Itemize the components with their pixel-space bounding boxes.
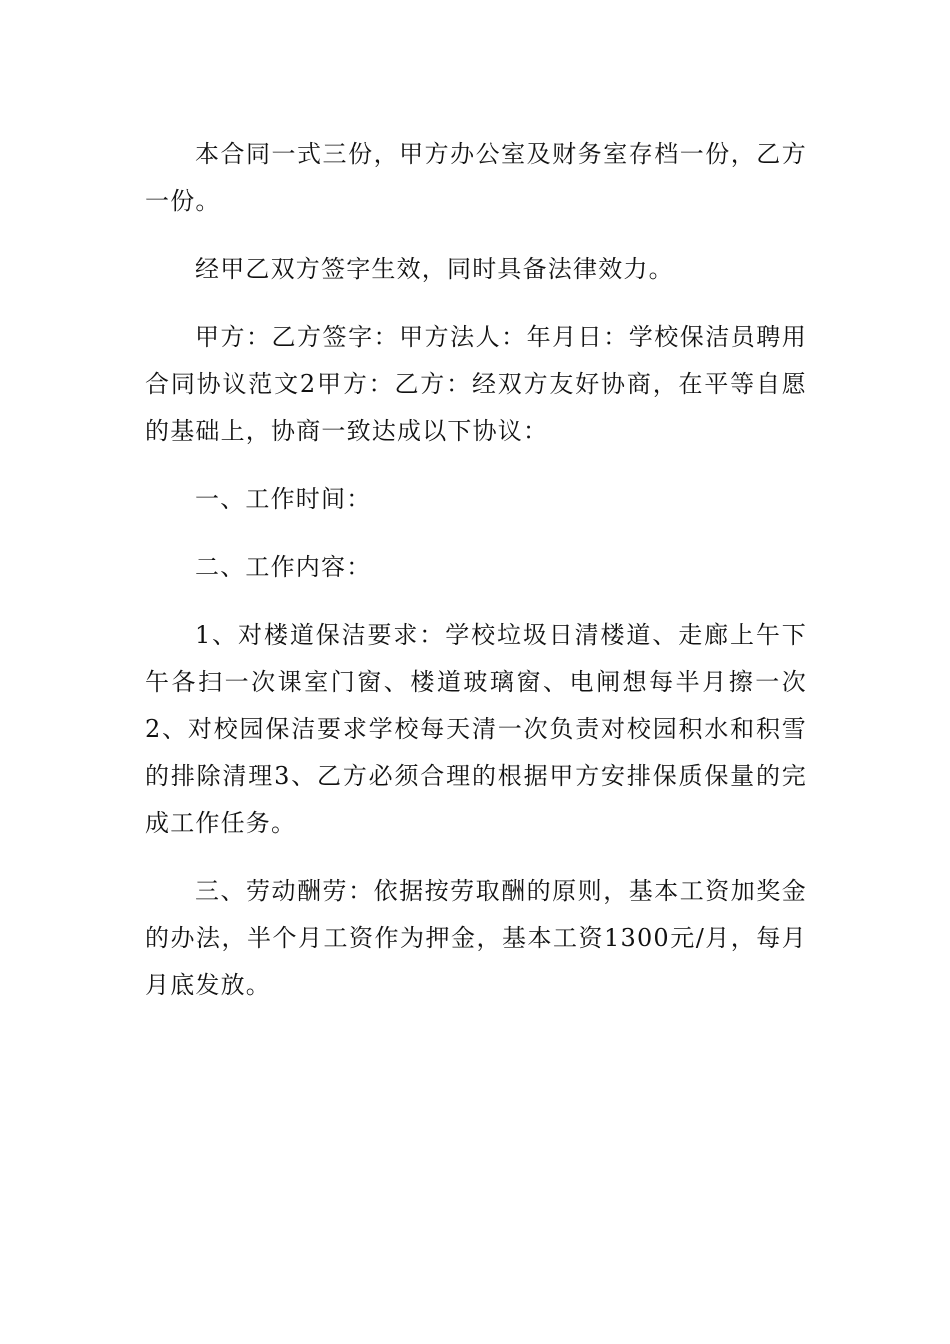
paragraph-signatures-and-intro: 甲方：乙方签字：甲方法人：年月日：学校保洁员聘用合同协议范文2甲方：乙方：经双方友好协商，在平等自愿的基础上，协商一致达成以下协议： bbox=[145, 323, 807, 445]
paragraph-copies: 本合同一式三份，甲方办公室及财务室存档一份，乙方一份。 bbox=[145, 140, 807, 215]
paragraph-remuneration: 三、劳动酬劳：依据按劳取酬的原则，基本工资加奖金的办法，半个月工资作为押金，基本工资1300元/月，每月月底发放。 bbox=[145, 877, 807, 999]
paragraph-effectiveness: 经甲乙双方签字生效，同时具备法律效力。 bbox=[195, 255, 674, 283]
paragraph-work-content: 二、工作内容： bbox=[195, 553, 372, 581]
paragraph-cleaning-requirements: 1、对楼道保洁要求：学校垃圾日清楼道、走廊上午下午各扫一次课室门窗、楼道玻璃窗、电闸想每半月擦一次2、对校园保洁要求学校每天清一次负责对校园积水和积雪的排除清理3、乙方必须合理的根据甲方安排保质保量的完成工作任务。 bbox=[145, 621, 807, 837]
document-body bbox=[145, 131, 807, 1030]
paragraph-work-time: 一、工作时间： bbox=[195, 485, 372, 513]
